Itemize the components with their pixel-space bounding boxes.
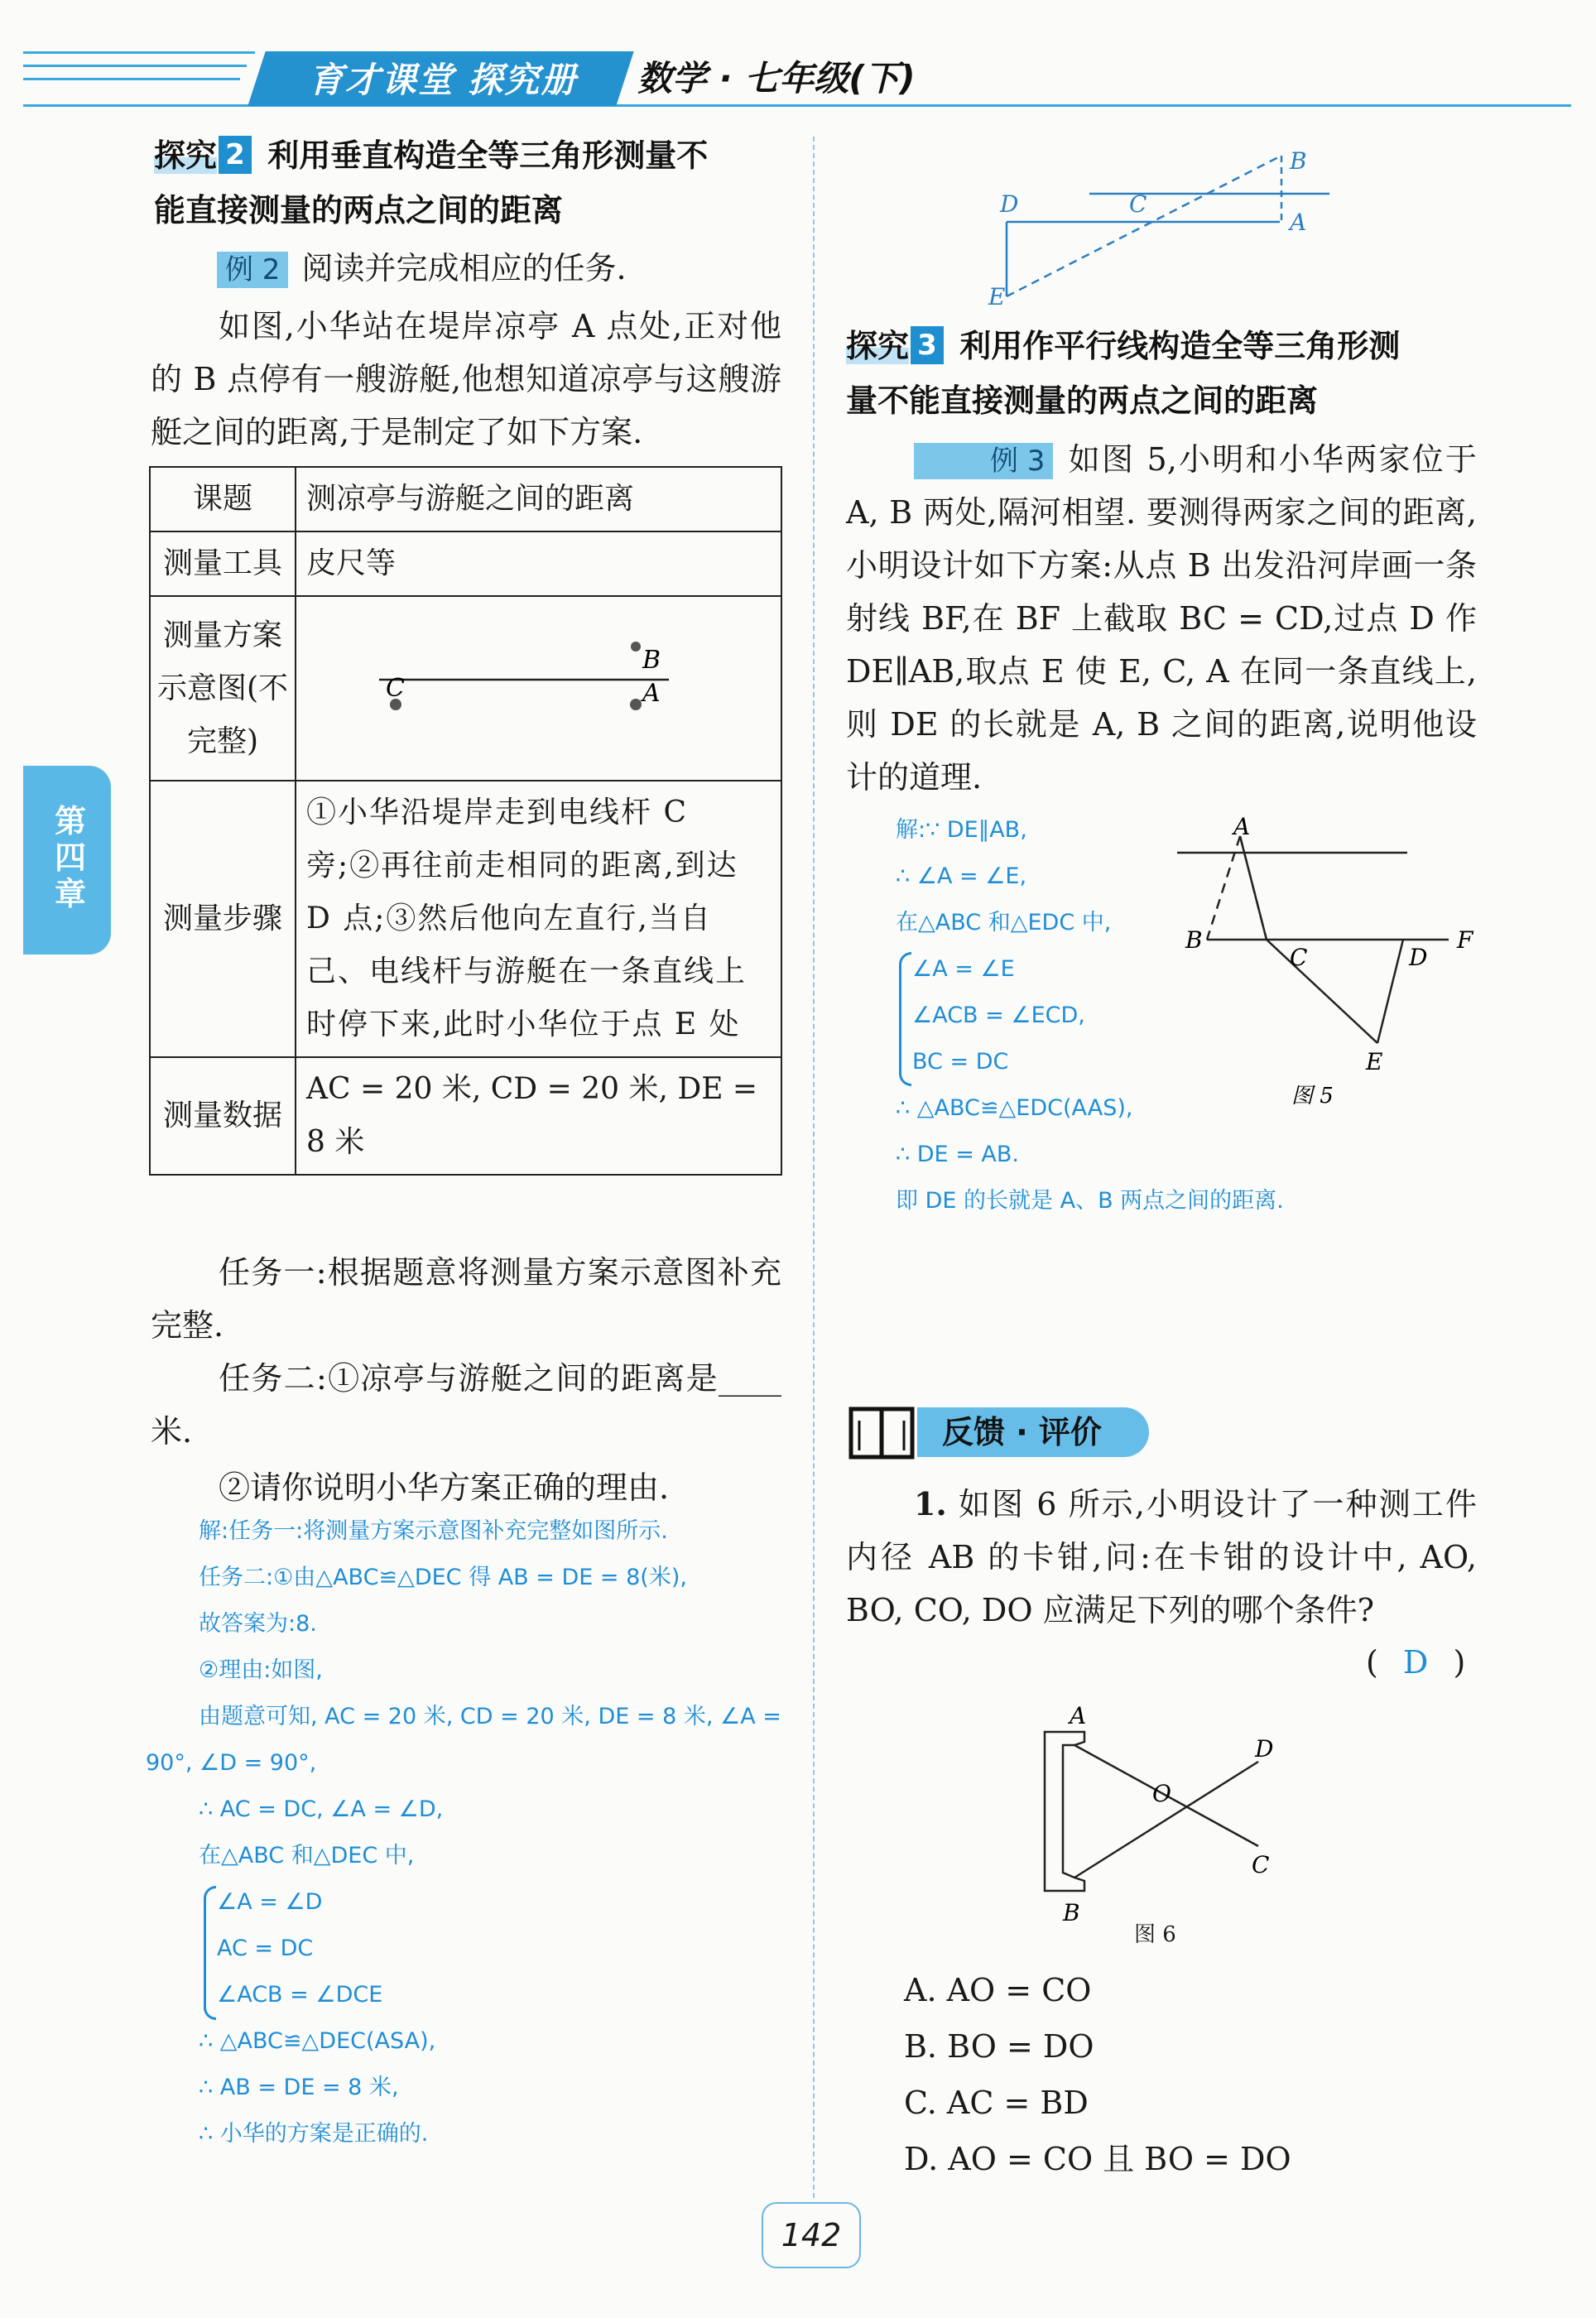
answer2-line: ∴ AB = DE = 8 米, xyxy=(199,2075,399,2100)
section2-label: 探究 xyxy=(154,137,218,174)
answer2-line: 任务二:①由△ABC≌△DEC 得 AB = DE = 8(米), xyxy=(199,1565,687,1590)
feedback-label: 反馈 · 评价 xyxy=(917,1407,1149,1457)
example3-text: 如图 5,小明和小华两家位于 A, B 两处,隔河相望. 要测得两家之间的距离,小明设计如下方案:从点 B 出发沿河岸画一条射线 BF,在 BF 上截取 BC = CD,过点 D 作 DE∥AB,取点 E 使 E, C, A 在同一条直线上,则 DE 的长就是 A, B 之间的距离,说明他设计的道理. xyxy=(846,441,1477,796)
yacht-icon xyxy=(631,642,641,652)
section2-title-line1: 利用垂直构造全等三角形测量不 xyxy=(267,137,709,174)
table-row xyxy=(150,1057,781,1175)
example2-body: 如图,小华站在堤岸凉亭 A 点处,正对他的 B 点停有一艘游艇,他想知道凉亭与这艘游艇之间的距离,于是制定了如下方案. xyxy=(151,308,781,450)
table-key: 测量数据 xyxy=(150,1057,296,1175)
answer2-line: ②理由:如图, xyxy=(199,1657,323,1683)
column-divider xyxy=(813,137,815,2198)
label-a: A xyxy=(642,679,661,708)
question1-text: 如图 6 所示,小明设计了一种测工件内径 AB 的卡钳,问:在卡钳的设计中, AO, BO, CO, DO 应满足下列的哪个条件? xyxy=(846,1486,1477,1628)
scheme-table xyxy=(149,466,782,1176)
label-c: C xyxy=(1129,190,1147,218)
answer3-line: BC = DC xyxy=(912,1049,1009,1075)
chapter-label: 第四章 xyxy=(54,803,86,912)
label-d: D xyxy=(1409,944,1428,971)
question1 xyxy=(846,1478,1477,1637)
label-b: B xyxy=(1063,1899,1080,1926)
answer3-line: 解:∵ DE∥AB, xyxy=(896,817,1027,843)
example2-tag: 例 2 xyxy=(217,252,288,288)
option-c: C. AC = BD xyxy=(904,2085,1089,2121)
book-title: 育才课堂 探究册 xyxy=(308,60,578,100)
example3-tag: 例 3 xyxy=(914,443,1053,479)
figure5 xyxy=(1167,811,1515,1109)
label-b: B xyxy=(642,646,661,675)
table-value: AC = 20 米, CD = 20 米, DE = 8 米 xyxy=(296,1057,781,1175)
scheme-diagram-cell xyxy=(296,596,781,781)
label-c: C xyxy=(1252,1851,1270,1878)
answer2-line: ∴ AC = DC, ∠A = ∠D, xyxy=(199,1796,444,1822)
task2: 任务二:①凉亭与游艇之间的距离是____米. xyxy=(151,1360,781,1450)
header-rule xyxy=(23,51,255,54)
answer2-line: ∴ 小华的方案是正确的. xyxy=(199,2121,429,2147)
answer3-line: ∴ △ABC≌△EDC(AAS), xyxy=(896,1095,1133,1121)
person-icon xyxy=(630,699,642,710)
section3-number: 3 xyxy=(911,326,944,364)
answer2-line: ∠A = ∠D xyxy=(217,1889,323,1915)
question1-number: 1. xyxy=(914,1485,947,1522)
table-value: 测凉亭与游艇之间的距离 xyxy=(296,467,781,531)
answer3-line: ∠ACB = ∠ECD, xyxy=(912,1003,1085,1028)
answer3-line: ∴ ∠A = ∠E, xyxy=(896,863,1027,889)
label-b: B xyxy=(1290,147,1307,175)
question1-answer: D xyxy=(1402,1644,1429,1681)
figure6 xyxy=(1026,1697,1324,1945)
section3-title-line2: 量不能直接测量的两点之间的距离 xyxy=(846,382,1319,419)
table-value: 皮尺等 xyxy=(296,531,781,596)
header-rule xyxy=(23,78,240,80)
page-number: 142 xyxy=(762,2202,861,2268)
subject-title: 数学 · 七年级(下) xyxy=(637,58,916,99)
answer2-line: 解:任务一:将测量方案示意图补充完整如图所示. xyxy=(199,1518,668,1544)
answer3-line: 在△ABC 和△EDC 中, xyxy=(896,910,1112,935)
answer2-line: ∴ △ABC≌△DEC(ASA), xyxy=(199,2028,436,2054)
example3-body xyxy=(846,433,1477,804)
table-row xyxy=(150,781,781,1057)
answer2-line: ∠ACB = ∠DCE xyxy=(217,1982,383,2008)
answer2-line: 故答案为:8. xyxy=(199,1611,317,1637)
answer2-line: AC = DC xyxy=(217,1936,314,1961)
table-key: 课题 xyxy=(150,467,296,531)
label-a: A xyxy=(1070,1702,1087,1729)
label-a: A xyxy=(1290,209,1307,236)
option-b: B. BO = DO xyxy=(904,2028,1094,2065)
answer3-brace xyxy=(899,952,911,1086)
label-a: A xyxy=(1233,813,1251,840)
book-icon xyxy=(846,1399,921,1465)
section3-label: 探究 xyxy=(846,328,910,364)
table-row xyxy=(150,467,781,531)
table-row xyxy=(150,596,781,781)
answer2-line: 在△ABC 和△DEC 中, xyxy=(199,1843,415,1868)
section3-heading xyxy=(846,319,1566,428)
section3-title-line1: 利用作平行线构造全等三角形测 xyxy=(959,328,1401,364)
example2-intro-text: 阅读并完成相应的任务. xyxy=(301,250,627,286)
label-d: D xyxy=(1000,190,1019,218)
table-value: ①小华沿堤岸走到电线杆 C 旁;②再往前走相同的距离,到达 D 点;③然后他向左直行,当自己、电线杆与游艇在一条直线上时停下来,此时小华位于点 E 处 xyxy=(296,781,781,1057)
label-c: C xyxy=(1290,944,1308,971)
answer2-brace xyxy=(204,1886,216,2020)
task1: 任务一:根据题意将测量方案示意图补充完整. xyxy=(151,1254,781,1344)
answer3-line: 即 DE 的长就是 A、B 两点之间的距离. xyxy=(896,1188,1284,1214)
top-figure xyxy=(982,131,1363,321)
label-c: C xyxy=(386,674,405,703)
task2b: ②请你说明小华方案正确的理由. xyxy=(219,1469,670,1506)
example2-intro xyxy=(217,242,796,295)
label-b: B xyxy=(1185,926,1203,954)
scheme-diagram xyxy=(296,597,760,762)
answer2-line: 90°, ∠D = 90°, xyxy=(146,1750,317,1776)
table-key: 测量步骤 xyxy=(150,781,296,1057)
table-row xyxy=(150,531,781,596)
figure5-caption: 图 5 xyxy=(1291,1084,1334,1109)
answer3-line: ∴ DE = AB. xyxy=(896,1142,1019,1167)
label-o: O xyxy=(1152,1780,1171,1807)
option-d: D. AO = CO 且 BO = DO xyxy=(904,2141,1291,2177)
answer2-line: 由题意可知, AC = 20 米, CD = 20 米, DE = 8 米, ∠A = xyxy=(199,1704,781,1729)
option-a: A. AO = CO xyxy=(904,1972,1092,2008)
section2-heading xyxy=(154,128,791,238)
section2-number: 2 xyxy=(219,136,252,174)
figure6-caption: 图 6 xyxy=(1134,1922,1176,1947)
table-key: 测量工具 xyxy=(150,531,296,596)
question1-answer-paren: ( D ) xyxy=(1366,1644,1466,1681)
label-f: F xyxy=(1457,926,1473,954)
table-key: 测量方案示意图(不完整) xyxy=(150,596,296,781)
header-rule xyxy=(23,65,247,67)
label-e: E xyxy=(988,283,1006,310)
answer3-line: ∠A = ∠E xyxy=(912,956,1015,982)
label-e: E xyxy=(1366,1048,1383,1075)
section2-title-line2: 能直接测量的两点之间的距离 xyxy=(154,192,564,228)
label-d: D xyxy=(1255,1735,1274,1763)
